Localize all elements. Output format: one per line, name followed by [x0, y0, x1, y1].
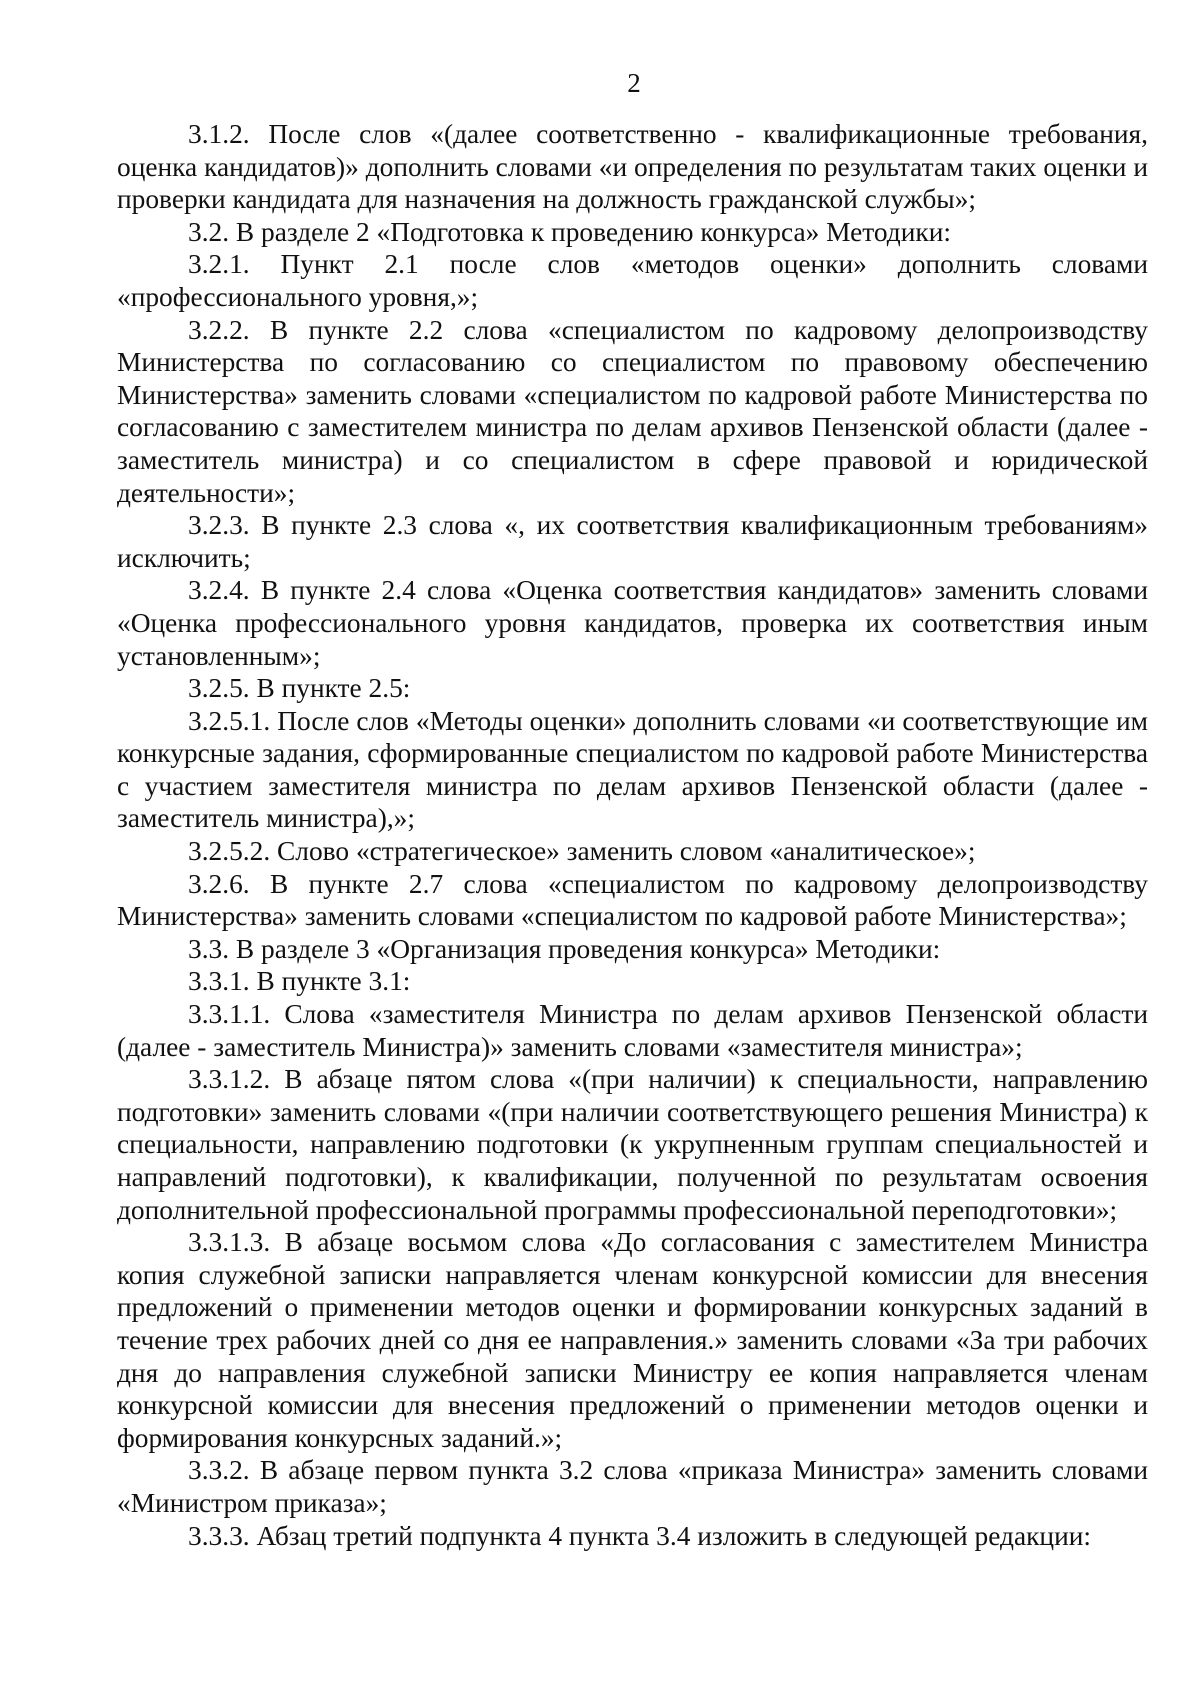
paragraph-3-2-6: 3.2.6. В пункте 2.7 слова «специалистом по кадровому делопроизводству Министерства» заменить словами «специалистом по кадровой работе Министерства»; — [117, 868, 1148, 932]
paragraph-3-2-5-2: 3.2.5.2. Слово «стратегическое» заменить словом «аналитическое»; — [188, 836, 976, 867]
paragraph-3-2-1: 3.2.1. Пункт 2.1 после слов «методов оценки» дополнить словами «профессионального уровня,»; — [117, 249, 1148, 312]
paragraph-3-3-1-1: 3.3.1.1. Слова «заместителя Министра по делам архивов Пензенской области (далее - заместитель Министра)» заменить словами «заместителя министра»; — [117, 999, 1148, 1062]
paragraph-3-1-2: 3.1.2. После слов «(далее соответственно - квалификационные требования, оценка кандидатов)» дополнить словами «и определения по результатам таких оценки и проверки кандидата для назначения на должность гражданской службы»; — [117, 119, 1148, 215]
paragraph-3-2-2: 3.2.2. В пункте 2.2 слова «специалистом по кадровому делопроизводству Министерства по согласованию со специалистом по правовому обеспечению Министерства» заменить словами «специалистом по кадровой работе Министерства по согласованию с заместителем министра по делам архивов Пензенской области (далее - заместитель министра) и со специалистом в сфере правовой и юридической деятельности»; — [117, 314, 1148, 508]
paragraph-3-2-4: 3.2.4. В пункте 2.4 слова «Оценка соответствия кандидатов» заменить словами «Оценка профессионального уровня кандидатов, проверка их соответствия иным установленным»; — [117, 575, 1148, 671]
paragraph-3-3-3: 3.3.3. Абзац третий подпункта 4 пункта 3.4 изложить в следующей редакции: — [188, 1520, 1092, 1551]
paragraph-3-2-5-1: 3.2.5.1. После слов «Методы оценки» дополнить словами «и соответствующие им конкурсные задания, сформированные специалистом по кадровой работе Министерства с участием заместителя министра по делам архивов Пензенской области (далее - заместитель министра),»; — [117, 705, 1148, 834]
document-body — [117, 118, 1148, 1552]
paragraph-3-2: 3.2. В разделе 2 «Подготовка к проведению конкурса» Методики: — [188, 216, 951, 247]
page-number: 2 — [627, 68, 641, 98]
paragraph-3-3-1: 3.3.1. В пункте 3.1: — [188, 966, 411, 997]
paragraph-3-2-3: 3.2.3. В пункте 2.3 слова «, их соответствия квалификационным требованиям» исключить; — [117, 510, 1148, 573]
paragraph-3-3: 3.3. В разделе 3 «Организация проведения конкурса» Методики: — [188, 933, 941, 964]
paragraph-3-3-1-3: 3.3.1.3. В абзаце восьмом слова «До согласования с заместителем Министра копия служебной записки направляется членам конкурсной комиссии для внесения предложений о применении методов оценки и формировании конкурсных заданий в течение трех рабочих дней со дня ее направления.» заменить словами «За три рабочих дня до направления служебной записки Министру ее копия направляется членам конкурсной комиссии для внесения предложений о применении методов оценки и формирования конкурсных заданий.»; — [117, 1227, 1148, 1453]
paragraph-3-3-1-2: 3.3.1.2. В абзаце пятом слова «(при наличии) к специальности, направлению подготовки» заменить словами «(при наличии соответствующего решения Министра) к специальности, направлению подготовки (к укрупненным группам специальностей и направлений подготовки), к квалификации, полученной по результатам освоения дополнительной профессиональной программы профессиональной переподготовки»; — [117, 1064, 1148, 1225]
paragraph-3-2-5: 3.2.5. В пункте 2.5: — [188, 673, 411, 704]
paragraph-3-3-2: 3.3.2. В абзаце первом пункта 3.2 слова «приказа Министра» заменить словами «Министром приказа»; — [117, 1455, 1148, 1518]
